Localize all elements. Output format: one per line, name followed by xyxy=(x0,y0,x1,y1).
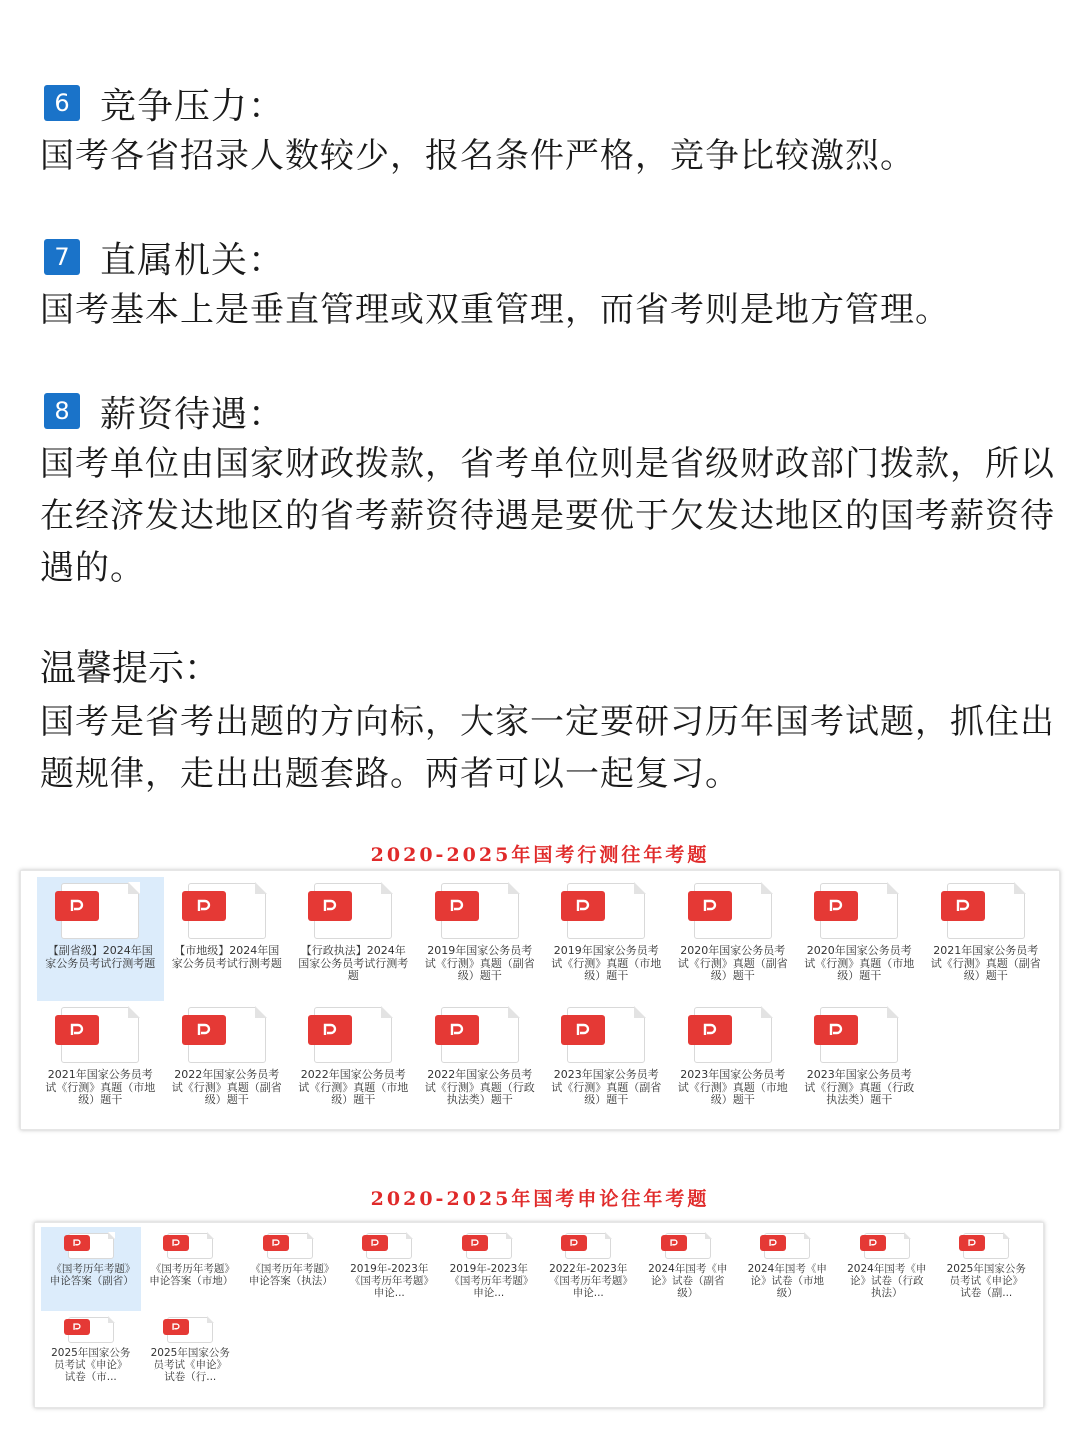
pdf-file-icon xyxy=(167,1317,213,1343)
file-item[interactable] xyxy=(670,1001,797,1125)
pdf-file-icon xyxy=(820,883,898,939)
file-name: 2023年国家公务员考试《行测》真题（市地级）题干 xyxy=(677,1068,788,1106)
file-name: 2019年国家公务员考试《行测》真题（副省级）题干 xyxy=(424,944,535,982)
article-content xyxy=(40,78,1070,850)
pdf-file-icon xyxy=(188,1007,266,1063)
pdf-file-icon xyxy=(188,883,266,939)
file-name: 2024年国考《申论》试卷（市地级） xyxy=(747,1263,827,1299)
file-item[interactable] xyxy=(164,877,291,1001)
section-title: 直属机关： xyxy=(100,239,286,281)
file-item[interactable] xyxy=(543,1001,670,1125)
file-name: 2025年国家公务员考试《申论》试卷（行... xyxy=(150,1347,230,1383)
section-title: 竞争压力： xyxy=(100,85,286,127)
pdf-file-icon xyxy=(694,1007,772,1063)
file-grid-xingce xyxy=(21,871,1059,1125)
file-item[interactable] xyxy=(41,1227,141,1311)
section-text: 国考各省招录人数较少，报名条件严格，竞争比较激烈。 xyxy=(40,136,915,176)
file-name: 2019年国家公务员考试《行测》真题（市地级）题干 xyxy=(551,944,662,982)
pdf-file-icon xyxy=(565,1233,611,1259)
file-name: 2023年国家公务员考试《行测》真题（行政执法类）题干 xyxy=(804,1068,915,1106)
file-item[interactable] xyxy=(37,877,164,1001)
file-item[interactable] xyxy=(543,877,670,1001)
section-heading xyxy=(40,386,1070,436)
pdf-file-icon xyxy=(963,1233,1009,1259)
file-name: 2021年国家公务员考试《行测》真题（副省级）题干 xyxy=(930,944,1041,982)
section-heading xyxy=(40,78,1070,128)
file-item[interactable] xyxy=(164,1001,291,1125)
pdf-file-icon xyxy=(466,1233,512,1259)
number-badge-6: 6 xyxy=(44,85,80,121)
file-item[interactable] xyxy=(796,877,923,1001)
pdf-file-icon xyxy=(820,1007,898,1063)
file-name: 2023年国家公务员考试《行测》真题（副省级）题干 xyxy=(551,1068,662,1106)
pdf-file-icon xyxy=(314,1007,392,1063)
pdf-file-icon xyxy=(61,883,139,939)
file-item[interactable] xyxy=(290,877,417,1001)
file-name: 【市地级】2024年国家公务员考试行测考题 xyxy=(171,944,282,970)
file-item[interactable] xyxy=(923,877,1050,1001)
section-text: 国考基本上是垂直管理或双重管理，而省考则是地方管理。 xyxy=(40,290,950,330)
file-item[interactable] xyxy=(41,1311,141,1395)
tip-text: 国考是省考出题的方向标，大家一定要研习历年国考试题，抓住出题规律，走出出题套路。两者可以一起复习。 xyxy=(40,702,1055,794)
section-tip xyxy=(40,644,1070,800)
file-item[interactable] xyxy=(417,877,544,1001)
file-item[interactable] xyxy=(240,1227,340,1311)
pdf-file-icon xyxy=(694,883,772,939)
file-name: 2019年-2023年《国考历年考题》申论... xyxy=(349,1263,429,1299)
file-item[interactable] xyxy=(670,877,797,1001)
pdf-file-icon xyxy=(167,1233,213,1259)
file-item[interactable] xyxy=(738,1227,838,1311)
pdf-file-icon xyxy=(947,883,1025,939)
file-item[interactable] xyxy=(417,1001,544,1125)
file-panel-shenlun xyxy=(34,1222,1044,1408)
file-name: 2019年-2023年《国考历年考题》申论... xyxy=(449,1263,529,1299)
pdf-file-icon xyxy=(567,883,645,939)
pdf-file-icon xyxy=(68,1317,114,1343)
file-name: 2025年国家公务员考试《申论》试卷（副... xyxy=(946,1263,1026,1299)
pdf-file-icon xyxy=(61,1007,139,1063)
file-name: 2020年国家公务员考试《行测》真题（市地级）题干 xyxy=(804,944,915,982)
pdf-file-icon xyxy=(366,1233,412,1259)
section-competition xyxy=(40,78,1070,182)
pdf-file-icon xyxy=(567,1007,645,1063)
file-name: 2021年国家公务员考试《行测》真题（市地级）题干 xyxy=(45,1068,156,1106)
section-text: 国考单位由国家财政拨款，省考单位则是省级财政部门拨款，所以在经济发达地区的省考薪资待遇是要优于欠发达地区的国考薪资待遇的。 xyxy=(40,444,1055,588)
file-item[interactable] xyxy=(141,1311,241,1395)
pdf-file-icon xyxy=(267,1233,313,1259)
tip-title: 温馨提示： xyxy=(40,648,221,689)
panel-title-xingce: 2020-2025年国考行测往年考题 xyxy=(370,844,710,866)
file-name: 【副省级】2024年国家公务员考试行测考题 xyxy=(45,944,156,970)
file-name: 2024年国考《申论》试卷（行政执法） xyxy=(847,1263,927,1299)
section-title: 薪资待遇： xyxy=(100,393,286,435)
pdf-file-icon xyxy=(314,883,392,939)
file-item[interactable] xyxy=(539,1227,639,1311)
file-grid-shenlun xyxy=(35,1223,1043,1395)
pdf-file-icon xyxy=(665,1233,711,1259)
file-panel-xingce xyxy=(20,870,1060,1130)
file-name: 2022年国家公务员考试《行测》真题（副省级）题干 xyxy=(171,1068,282,1106)
file-name: 2020年国家公务员考试《行测》真题（副省级）题干 xyxy=(677,944,788,982)
file-item[interactable] xyxy=(340,1227,440,1311)
pdf-file-icon xyxy=(441,883,519,939)
file-name: 2024年国考《申论》试卷（副省级） xyxy=(648,1263,728,1299)
file-item[interactable] xyxy=(937,1227,1037,1311)
file-item[interactable] xyxy=(141,1227,241,1311)
pdf-file-icon xyxy=(68,1233,114,1259)
file-item[interactable] xyxy=(638,1227,738,1311)
number-badge-8: 8 xyxy=(44,393,80,429)
file-name: 2025年国家公务员考试《申论》试卷（市... xyxy=(51,1347,131,1383)
section-affiliation xyxy=(40,232,1070,336)
pdf-file-icon xyxy=(441,1007,519,1063)
file-item[interactable] xyxy=(796,1001,923,1125)
number-badge-7: 7 xyxy=(44,239,80,275)
panel-title-shenlun: 2020-2025年国考申论往年考题 xyxy=(370,1188,710,1210)
file-name: 2022年国家公务员考试《行测》真题（市地级）题干 xyxy=(298,1068,409,1106)
file-name: 2022年国家公务员考试《行测》真题（行政执法类）题干 xyxy=(424,1068,535,1106)
file-name: 2022年-2023年《国考历年考题》申论... xyxy=(548,1263,628,1299)
section-heading xyxy=(40,232,1070,282)
file-item[interactable] xyxy=(37,1001,164,1125)
file-name: 《国考历年考题》申论答案（执法） xyxy=(248,1263,333,1287)
file-item[interactable] xyxy=(290,1001,417,1125)
section-salary xyxy=(40,386,1070,594)
file-item[interactable] xyxy=(439,1227,539,1311)
pdf-file-icon xyxy=(864,1233,910,1259)
pdf-file-icon xyxy=(764,1233,810,1259)
file-name: 《国考历年考题》申论答案（市地） xyxy=(149,1263,234,1287)
file-item[interactable] xyxy=(837,1227,937,1311)
file-name: 【行政执法】2024年国家公务员考试行测考题 xyxy=(298,944,409,982)
file-name: 《国考历年考题》申论答案（副省） xyxy=(49,1263,134,1287)
